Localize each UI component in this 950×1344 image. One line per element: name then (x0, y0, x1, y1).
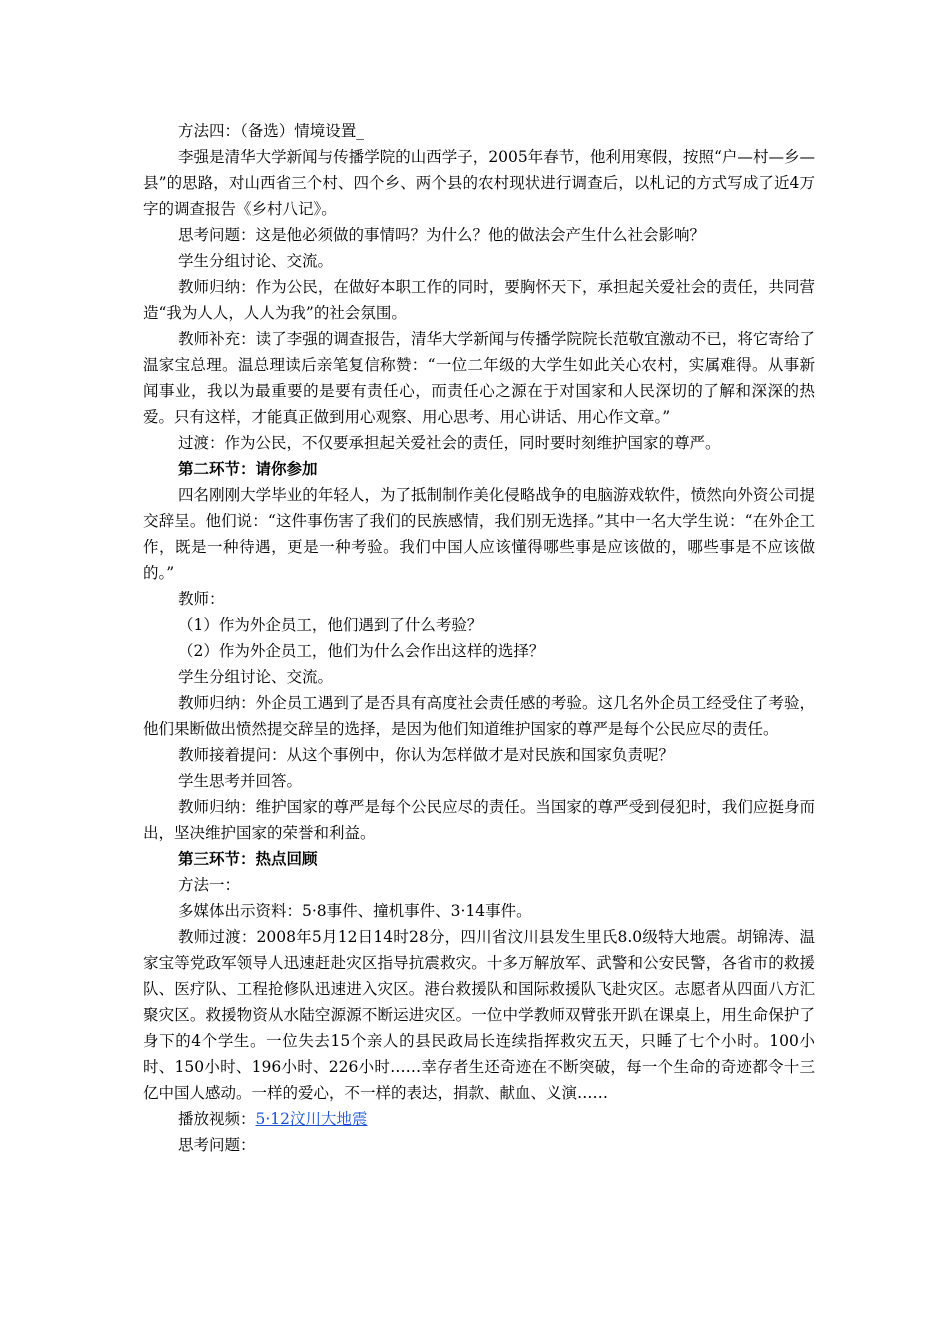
video-label: 播放视频： (178, 1110, 256, 1128)
teacher-supplement-paragraph: 教师补充：读了李强的调查报告，清华大学新闻与传播学院院长范敬宜激动不已，将它寄给了温家宝总理。温总理读后亲笔复信称赞：“一位二年级的大学生如此关心农村，实属难得。从事新闻事业，我以为最重要的是要有责任心，而责任心之源在于对国家和人民深切的了解和深深的热爱。只有这样，才能真正做到用心观察、用心思考、用心讲话、用心作文章。” (143, 330, 815, 426)
earthquake-transition-paragraph: 教师过渡：2008年5月12日14时28分，四川省汶川县发生里氏8.0级特大地震。胡锦涛、温家宝等党政军领导人迅速赶赴灾区指导抗震救灾。十多万解放军、武警和公安民警，各省市的救援队、医疗队、工程抢修队迅速进入灾区。港台救援队和国际救援队飞赴灾区。志愿者从四面八方汇聚灾区。救援物资从水陆空源源不断运进灾区。一位中学教师双臂张开趴在课桌上，用生命保护了身下的4个学生。一位失去15个亲人的县民政局长连续指挥救灾五天，只睡了七个小时。100小时、150小时、196小时、226小时……幸存者生还奇迹在不断突破，每一个生命的奇迹都令十三亿中国人感动。一样的爱心，不一样的表达，捐款、献血、义演…… (143, 928, 815, 1102)
discussion-paragraph-2: 学生分组讨论、交流。 (178, 668, 334, 686)
method4-title: 方法四：（备选）情境设置_ (178, 122, 365, 140)
transition-paragraph: 过渡：作为公民，不仅要承担起关爱社会的责任，同时要时刻维护国家的尊严。 (178, 434, 721, 452)
discussion-paragraph: 学生分组讨论、交流。 (178, 252, 334, 270)
teacher-summary-paragraph: 教师归纳：作为公民，在做好本职工作的同时，要胸怀天下，承担起关爱社会的责任，共同营造“我为人人，人人为我”的社会氛围。 (143, 278, 815, 322)
document-body (143, 118, 815, 1158)
method1-label: 方法一： (178, 876, 241, 894)
teacher-summary-paragraph-3: 教师归纳：维护国家的尊严是每个公民应尽的责任。当国家的尊严受到侵犯时，我们应挺身而出，坚决维护国家的荣誉和利益。 (143, 798, 815, 842)
question-paragraph-2: 思考问题： (178, 1136, 256, 1154)
question-paragraph: 思考问题：这是他必须做的事情吗？为什么？他的做法会产生什么社会影响？ (178, 226, 706, 244)
multimedia-paragraph: 多媒体出示资料：5·8事件、撞机事件、3·14事件。 (178, 902, 532, 920)
video-paragraph (143, 1106, 815, 1132)
story-paragraph-li-qiang: 李强是清华大学新闻与传播学院的山西学子，2005年春节，他利用寒假，按照“户—村—乡—县”的思路，对山西省三个村、四个乡、两个县的农村现状进行调查后，以札记的方式写成了近4万字的调查报告《乡村八记》。 (143, 148, 815, 218)
video-link[interactable]: 5·12汶川大地震 (255, 1110, 368, 1128)
student-answer-paragraph: 学生思考并回答。 (178, 772, 303, 790)
question-item-2: （2）作为外企员工，他们为什么会作出这样的选择？ (178, 642, 545, 660)
section-3-heading: 第三环节：热点回顾 (178, 849, 318, 868)
teacher-label: 教师： (178, 590, 225, 608)
followup-question-paragraph: 教师接着提问：从这个事例中，你认为怎样做才是对民族和国家负责呢？ (178, 746, 675, 764)
question-item-1: （1）作为外企员工，他们遇到了什么考验？ (178, 616, 483, 634)
section-2-heading: 第二环节：请你参加 (178, 459, 318, 478)
teacher-summary-paragraph-2: 教师归纳：外企员工遇到了是否具有高度社会责任感的考验。这几名外企员工经受住了考验，他们果断做出愤然提交辞呈的选择，是因为他们知道维护国家的尊严是每个公民应尽的责任。 (143, 694, 815, 738)
story-paragraph-graduates: 四名刚刚大学毕业的年轻人，为了抵制制作美化侵略战争的电脑游戏软件，愤然向外资公司提交辞呈。他们说：“这件事伤害了我们的民族感情，我们别无选择。”其中一名大学生说：“在外企工作，既是一种待遇，更是一种考验。我们中国人应该懂得哪些事是应该做的，哪些事是不应该做的。” (143, 486, 815, 582)
